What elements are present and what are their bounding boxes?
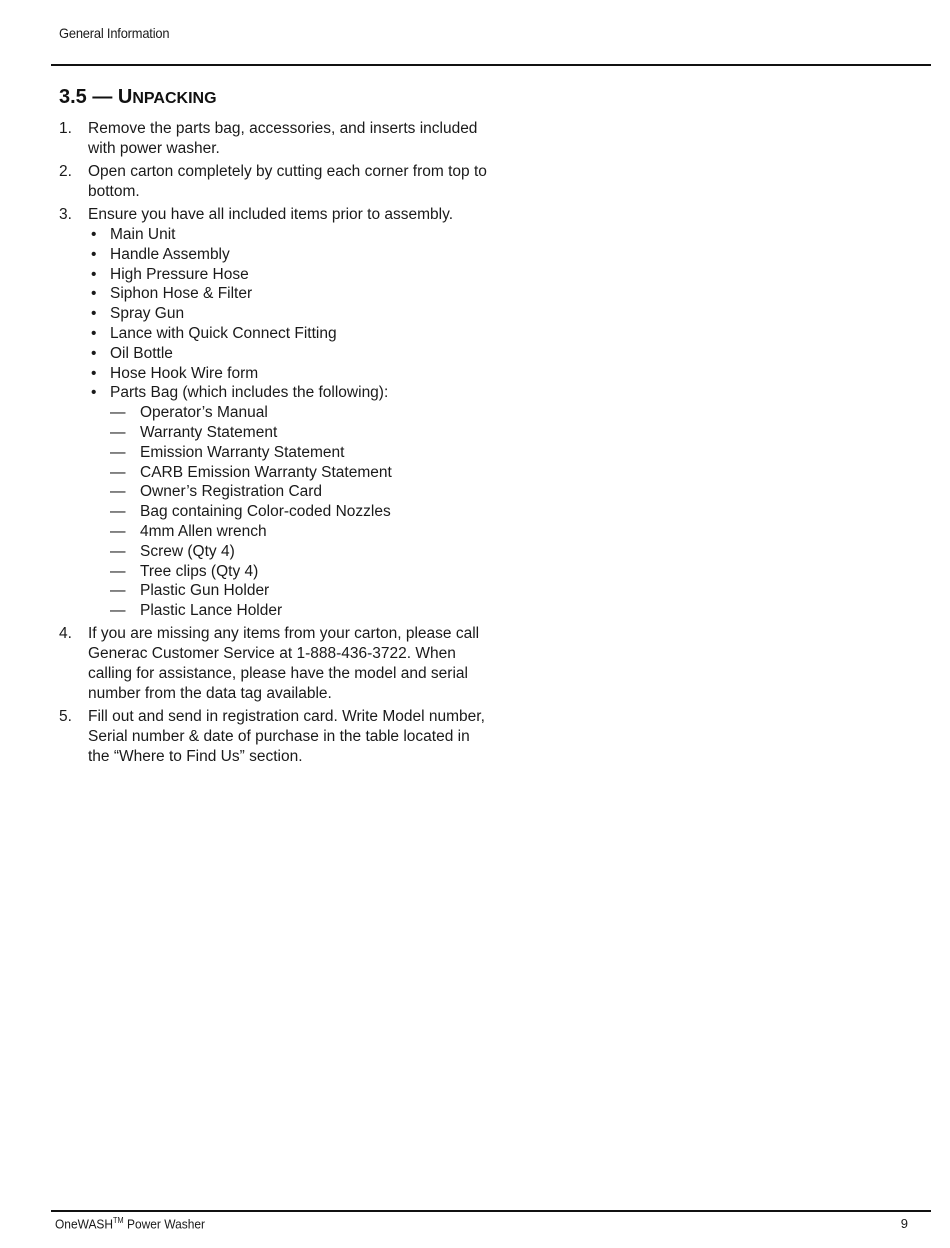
item-text: Lance with Quick Connect Fitting: [110, 324, 337, 342]
dash-glyph: —: [110, 443, 126, 461]
section-title-rest: NPACKING: [132, 90, 217, 107]
step-number: 4.: [59, 625, 72, 643]
list-item: [91, 245, 489, 265]
dash-glyph: —: [110, 602, 126, 620]
list-item: [91, 265, 489, 285]
item-text: Emission Warranty Statement: [140, 443, 345, 461]
list-item: [91, 383, 489, 621]
item-text: Bag containing Color-coded Nozzles: [140, 503, 391, 521]
bullet-glyph: •: [91, 285, 97, 303]
step-number: 1.: [59, 120, 72, 137]
header-rule: [51, 64, 931, 66]
item-text: Siphon Hose & Filter: [110, 285, 253, 303]
section-title: [59, 86, 217, 110]
trademark-mark: TM: [113, 1216, 124, 1225]
dash-glyph: —: [110, 562, 126, 580]
bullet-glyph: •: [91, 324, 97, 342]
step-4: [59, 624, 489, 703]
bullet-glyph: •: [91, 305, 97, 323]
item-text: Screw (Qty 4): [140, 542, 235, 560]
dash-glyph: —: [110, 423, 126, 441]
page-number: 9: [900, 1216, 908, 1231]
parts-bag-list: [110, 403, 489, 621]
list-item: [91, 344, 489, 364]
step-text: Open carton completely by cutting each corner from top to bottom.: [88, 163, 487, 200]
step-2: [59, 162, 489, 202]
list-item: [110, 522, 489, 542]
item-text: 4mm Allen wrench: [140, 522, 267, 540]
step-5: [59, 707, 489, 766]
list-item: [110, 423, 489, 443]
step-number: 3.: [59, 206, 72, 224]
steps-list: [59, 119, 489, 767]
item-text: Operator’s Manual: [140, 404, 268, 422]
list-item: [110, 562, 489, 582]
item-text: High Pressure Hose: [110, 265, 249, 283]
item-text: Warranty Statement: [140, 423, 278, 441]
bullet-glyph: •: [91, 245, 97, 263]
section-title-initial: U: [117, 86, 133, 108]
running-header: General Information: [59, 25, 170, 41]
dash-glyph: —: [110, 483, 126, 501]
step-number: 5.: [59, 708, 72, 726]
item-text: Owner’s Registration Card: [140, 483, 323, 501]
item-text: Plastic Gun Holder: [140, 582, 270, 600]
dash-glyph: —: [110, 503, 126, 521]
list-item: [110, 443, 489, 463]
dash-glyph: —: [110, 463, 126, 481]
item-text: Tree clips (Qty 4): [140, 562, 259, 580]
list-item: [110, 403, 489, 423]
bullet-glyph: •: [91, 364, 97, 382]
product-suffix: Power Washer: [123, 1216, 206, 1232]
list-item: [91, 284, 489, 304]
product-name: OneWASH: [55, 1216, 114, 1232]
dash-glyph: —: [110, 582, 126, 600]
step-text: Fill out and send in registration card. Write Model number, Serial number & date of purchase in the table located in the “Where to Find Us” section.: [88, 708, 485, 765]
step-text: Remove the parts bag, accessories, and inserts included with power washer.: [88, 120, 478, 157]
list-item: [110, 502, 489, 522]
step-number: 2.: [59, 163, 72, 181]
footer-product-name: [55, 1216, 205, 1231]
list-item: [91, 324, 489, 344]
footer-rule: [51, 1210, 931, 1212]
step-text: If you are missing any items from your carton, please call Generac Customer Service at 1-888-436-3722. When calling for assistance, please have the model and serial number from the data tag available.: [88, 625, 480, 702]
dash-glyph: —: [110, 522, 126, 540]
list-item: [110, 482, 489, 502]
item-text: Parts Bag (which includes the following):: [110, 384, 389, 402]
item-text: Spray Gun: [110, 305, 185, 323]
item-text: Oil Bottle: [110, 344, 173, 362]
item-text: Plastic Lance Holder: [140, 602, 283, 620]
list-item: [110, 542, 489, 562]
item-text: Hose Hook Wire form: [110, 364, 259, 382]
section-number: 3.5 —: [59, 86, 113, 108]
list-item: [110, 463, 489, 483]
dash-glyph: —: [110, 404, 126, 422]
bullet-glyph: •: [91, 384, 97, 402]
dash-glyph: —: [110, 542, 126, 560]
step-3: [59, 205, 489, 621]
included-items-list: [88, 225, 489, 621]
step-text: Ensure you have all included items prior to assembly.: [88, 206, 453, 224]
list-item: [110, 601, 489, 621]
bullet-glyph: •: [91, 225, 97, 243]
list-item: [91, 304, 489, 324]
bullet-glyph: •: [91, 344, 97, 362]
item-text: CARB Emission Warranty Statement: [140, 463, 392, 481]
item-text: Handle Assembly: [110, 245, 230, 263]
step-1: [59, 119, 489, 159]
item-text: Main Unit: [110, 225, 176, 243]
list-item: [91, 225, 489, 245]
list-item: [110, 581, 489, 601]
unpacking-content: [59, 119, 489, 770]
list-item: [91, 364, 489, 384]
bullet-glyph: •: [91, 265, 97, 283]
